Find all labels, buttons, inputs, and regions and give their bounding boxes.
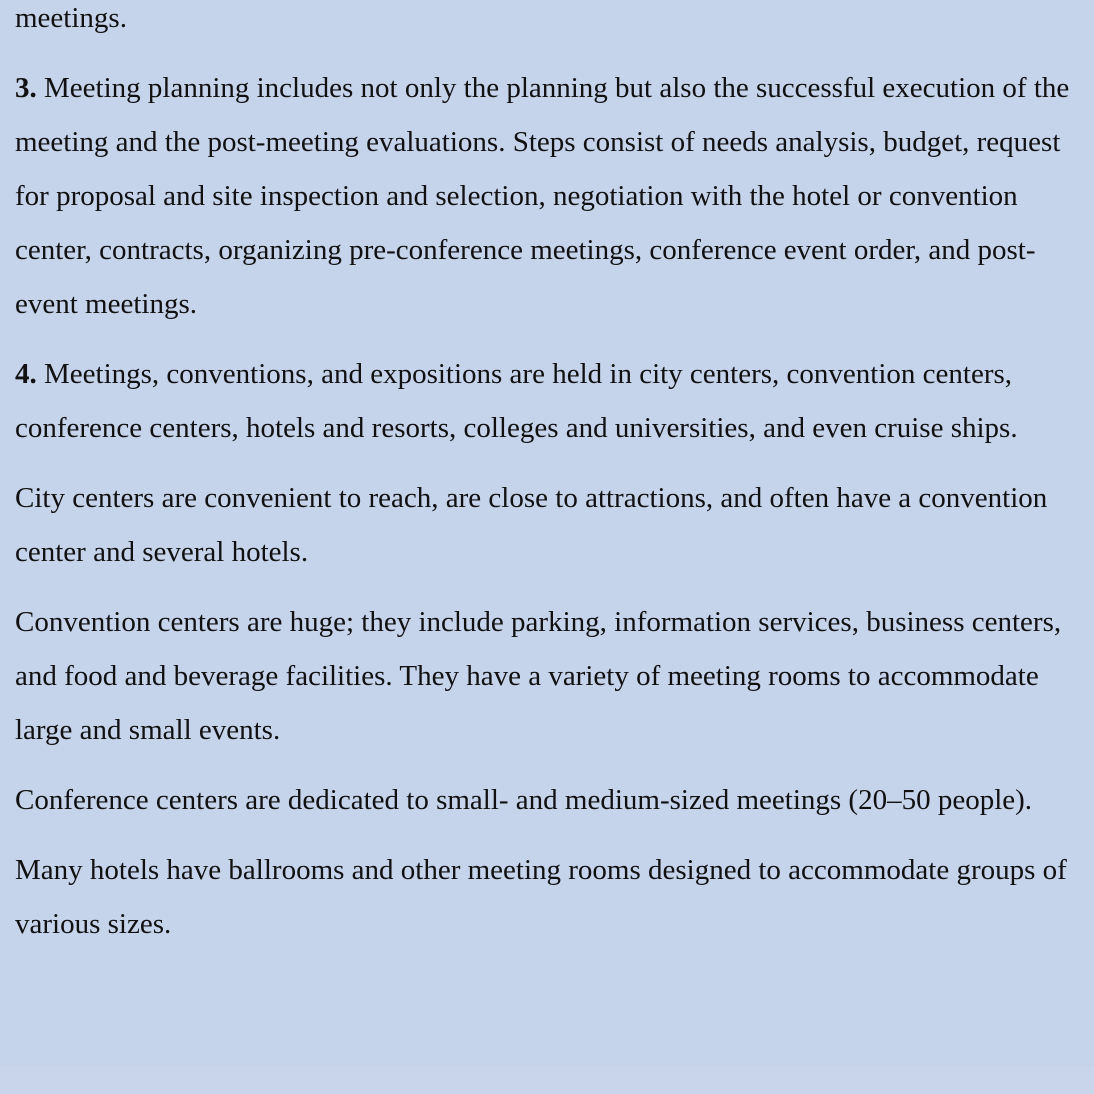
paragraph-conference-centers [15, 773, 1075, 827]
item-number: 3. [15, 72, 37, 104]
paragraph-text: Convention centers are huge; they include parking, information services, business centers, and food and beverage facilities. They have a variety of meeting rooms to accommodate large and small events. [15, 606, 1062, 746]
paragraph-text: Many hotels have ballrooms and other meeting rooms designed to accommodate groups of various sizes. [15, 854, 1067, 940]
document-body [15, 0, 1075, 967]
paragraph-item-4 [15, 347, 1075, 455]
paragraph-city-centers [15, 471, 1075, 579]
paragraph-text: Meetings, conventions, and expositions are held in city centers, convention centers, conference centers, hotels and resorts, colleges and universities, and even cruise ships. [15, 358, 1018, 444]
paragraph-continuation [15, 0, 1075, 45]
paragraph-hotels [15, 843, 1075, 951]
paragraph-text: City centers are convenient to reach, are close to attractions, and often have a convention center and several hotels. [15, 482, 1048, 568]
item-number: 4. [15, 358, 37, 390]
paragraph-text: Meeting planning includes not only the planning but also the successful execution of the meeting and the post-meeting evaluations. Steps consist of needs analysis, budget, request for proposal and site inspection and selection, negotiation with the hotel or convention center, contracts, organizing pre-conference meetings, conference event order, and post-event meetings. [15, 72, 1070, 320]
paragraph-text: Conference centers are dedicated to small- and medium-sized meetings (20–50 people). [15, 784, 1033, 816]
bottom-margin [0, 1066, 1094, 1094]
paragraph-text: meetings. [15, 2, 127, 34]
paragraph-item-3 [15, 61, 1075, 331]
paragraph-convention-centers [15, 595, 1075, 757]
